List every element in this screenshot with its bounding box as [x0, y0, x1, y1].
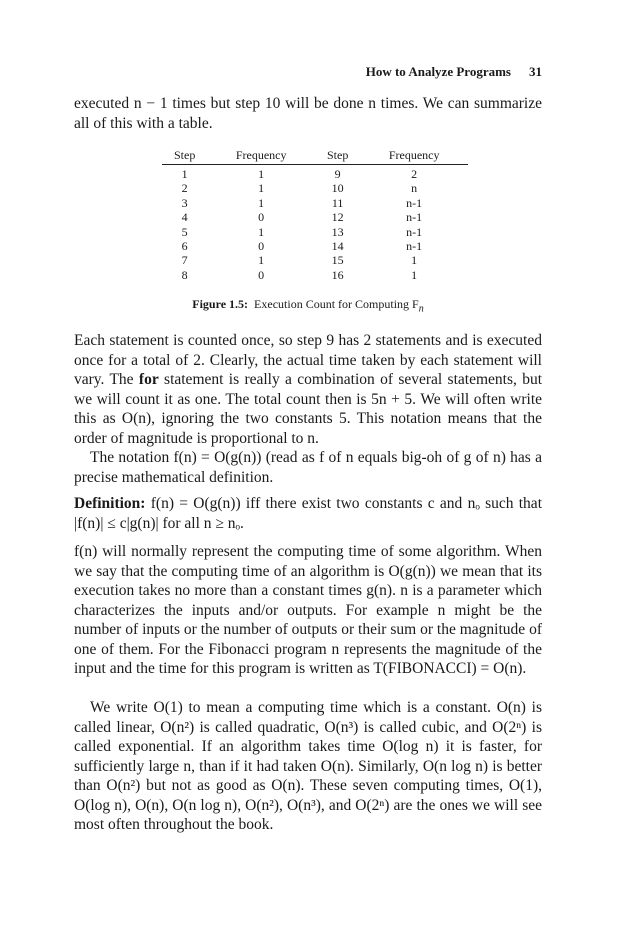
- figure-caption: [74, 297, 542, 315]
- definition-text: f(n) = O(g(n)) iff there exist two constants c and nₒ such that |f(n)| ≤ c|g(n)| for all n ≥ nₒ.: [74, 495, 542, 532]
- column-header: Frequency: [207, 148, 315, 165]
- intro-paragraph: executed n − 1 times but step 10 will be done n times. We can summarize all of this with a table.: [74, 95, 542, 132]
- table-cell: 1: [258, 195, 265, 210]
- table-cell: 12: [331, 210, 344, 225]
- page-number: 31: [529, 64, 542, 79]
- table-cell: 2: [411, 167, 418, 181]
- table-cell: 1: [411, 267, 418, 282]
- table-cell: 3: [181, 195, 188, 210]
- table-cell: 16: [331, 267, 344, 282]
- table-row: [162, 239, 468, 253]
- execution-count-table: [162, 148, 468, 282]
- table-cell: n: [411, 181, 418, 196]
- table-row: [162, 225, 468, 239]
- figure-caption-text: Execution Count for Computing F: [254, 297, 419, 311]
- running-header-title: How to Analyze Programs: [365, 64, 511, 79]
- column-header: Step: [162, 148, 207, 165]
- table-cell: 1: [258, 224, 265, 239]
- table-cell: 1: [258, 181, 265, 196]
- paragraph-text: statement is really a combination of several statements, but we will count it as one. The total count then is 5n + 5. We will often write this as O(n), ignoring the two constants 5. This notation means that the order of magnitude is proportional to n.: [74, 371, 543, 447]
- definition-paragraph: [74, 494, 542, 533]
- paragraph-complexity-classes: We write O(1) to mean a computing time which is a constant. O(n) is called linear, O(n²) is called quadratic, O(n³) is called cubic, and O(2ⁿ) is called exponential. If an algorithm takes time O(log n) it is faster, for sufficiently large n, than if it had taken O(n). Similarly, O(n log n) is better than O(n²) but not as good as O(n). These seven computing times, O(1), O(log n), O(n), O(n log n), O(n²), O(n³), and O(2ⁿ) are the ones we will see most often throughout the book.: [74, 699, 542, 833]
- table-cell: n-1: [406, 224, 423, 239]
- table-cell: 13: [331, 224, 344, 239]
- column-header: Step: [315, 148, 360, 165]
- table-header-row: [162, 148, 468, 165]
- table-row: [162, 253, 468, 267]
- figure-caption-subscript: n: [418, 303, 424, 315]
- table-cell: n-1: [406, 239, 423, 254]
- table-cell: 0: [258, 210, 265, 225]
- paragraph-computing-time: f(n) will normally represent the computing time of some algorithm. When we say that the computing time of an algorithm is O(g(n)) we mean that its execution takes no more than a constant times g(n). n is a parameter which characterizes the inputs and/or outputs. For example n might be the number of inputs or the number of outputs or their sum or the magnitude of one of them. For the Fibonacci program n represents the magnitude of the input and the time for this program is written as T(FIBONACCI) = O(n).: [74, 543, 542, 677]
- table-cell: 4: [181, 210, 188, 225]
- table-row: [162, 210, 468, 224]
- table-cell: 10: [331, 181, 344, 196]
- table-cell: 1: [258, 167, 265, 181]
- running-header: [366, 64, 542, 80]
- paragraph-statement-count: [74, 331, 542, 448]
- table-cell: 0: [258, 267, 265, 282]
- table-cell: n-1: [406, 210, 423, 225]
- keyword-for: for: [138, 371, 159, 388]
- column-header: Frequency: [360, 148, 468, 165]
- table-row: [162, 181, 468, 195]
- table-cell: 8: [181, 267, 188, 282]
- table-cell: 5: [181, 224, 188, 239]
- table-row: [162, 268, 468, 282]
- paragraph-notation: The notation f(n) = O(g(n)) (read as f of n equals big-oh of g of n) has a precise mathematical definition.: [74, 449, 542, 486]
- table-cell: 0: [258, 239, 265, 254]
- table-row: [162, 165, 468, 182]
- table-cell: 1: [258, 253, 265, 268]
- table-cell: 11: [331, 195, 344, 210]
- figure-label: Figure 1.5:: [192, 297, 249, 311]
- table-cell: 6: [181, 239, 188, 254]
- definition-label: Definition:: [74, 495, 146, 512]
- table-cell: 1: [181, 167, 188, 181]
- table-cell: 14: [331, 239, 344, 254]
- table-cell: 2: [181, 181, 188, 196]
- table-row: [162, 196, 468, 210]
- table-cell: 9: [334, 167, 341, 181]
- table-cell: 7: [181, 253, 188, 268]
- table-cell: 1: [411, 253, 418, 268]
- table-cell: n-1: [406, 195, 423, 210]
- paragraph-text: Each statement is counted once, so step 9 has 2 statements and is executed once for a total of 2. Clearly, the actual time taken by each statement will vary. The: [74, 332, 542, 388]
- table-cell: 15: [331, 253, 344, 268]
